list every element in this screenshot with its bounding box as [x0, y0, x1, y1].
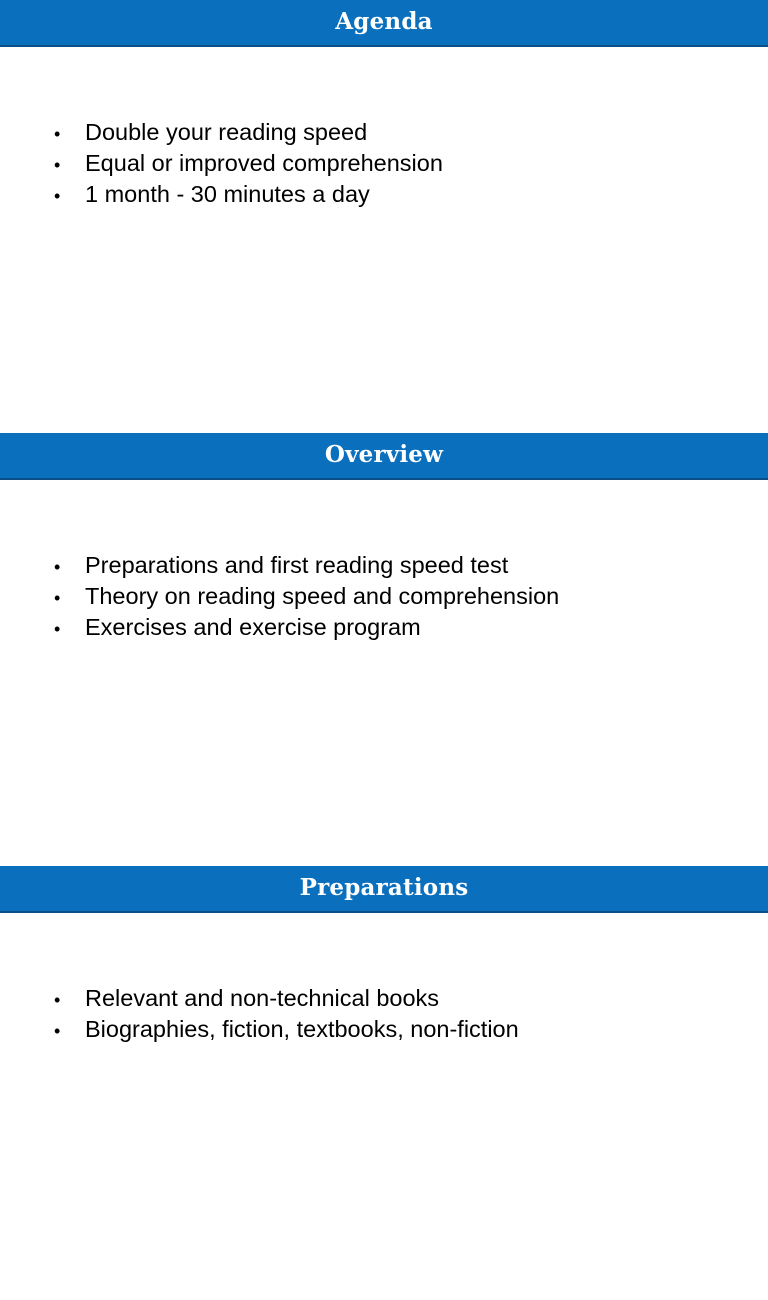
list-item	[54, 1016, 519, 1047]
bullet-icon: •	[54, 557, 61, 577]
bullet-list	[54, 985, 519, 1047]
bullet-icon: •	[54, 619, 61, 639]
slide-preparations	[0, 866, 768, 1300]
bullet-icon: •	[54, 124, 61, 144]
slide-title: Agenda	[335, 8, 433, 35]
bullet-icon: •	[54, 186, 61, 206]
slide-header	[0, 0, 768, 47]
bullet-text: 1 month - 30 minutes a day	[85, 181, 370, 207]
bullet-list	[54, 119, 443, 212]
bullet-text: Biographies, fiction, textbooks, non-fiction	[85, 1016, 519, 1042]
bullet-icon: •	[54, 588, 61, 608]
list-item	[54, 150, 443, 181]
bullet-list	[54, 552, 559, 645]
bullet-text: Double your reading speed	[85, 119, 368, 145]
list-item	[54, 985, 519, 1016]
list-item	[54, 119, 443, 150]
slide-title: Overview	[324, 441, 444, 468]
slide-agenda	[0, 0, 768, 434]
bullet-text: Relevant and non-technical books	[85, 985, 440, 1011]
list-item	[54, 583, 559, 614]
slide-header	[0, 433, 768, 480]
slide-header	[0, 866, 768, 913]
list-item	[54, 181, 443, 212]
bullet-icon: •	[54, 155, 61, 175]
bullet-text: Theory on reading speed and comprehension	[85, 583, 560, 609]
bullet-icon: •	[54, 990, 61, 1010]
bullet-text: Exercises and exercise program	[85, 614, 421, 640]
slide-title: Preparations	[299, 874, 469, 901]
slide-overview	[0, 433, 768, 867]
bullet-icon: •	[54, 1021, 61, 1041]
bullet-text: Equal or improved comprehension	[85, 150, 443, 176]
list-item	[54, 614, 559, 645]
bullet-text: Preparations and first reading speed test	[85, 552, 509, 578]
list-item	[54, 552, 559, 583]
